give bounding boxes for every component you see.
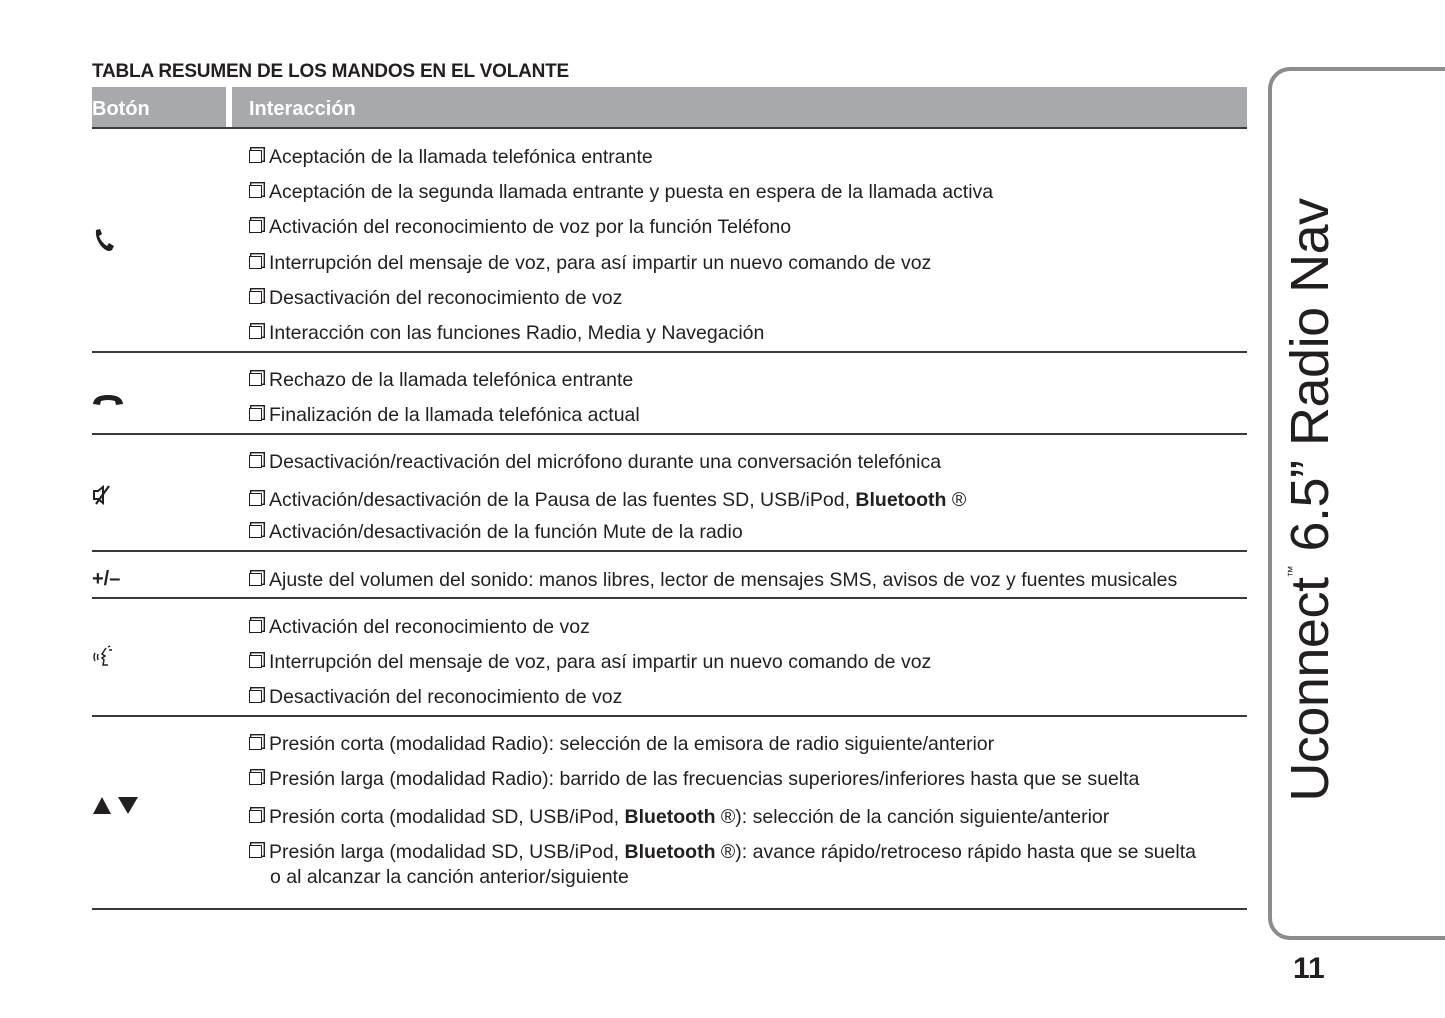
item-text: Presión larga (modalidad Radio): barrido de las frecuencias superiores/inferiores hasta que se suelta [269,768,1140,790]
list-item [249,146,653,168]
item-text: Rechazo de la llamada telefónica entrante [269,369,634,391]
column-header-label: Interacción [249,98,356,120]
list-item [249,616,590,638]
checkbox-bullet-icon [249,493,262,506]
item-text-continued: o al alcanzar la canción anterior/siguiente [270,866,629,888]
item-text: Activación del reconocimiento de voz [269,616,590,638]
list-item [249,404,640,426]
section-tab-title [1279,198,1341,801]
checkbox-bullet-icon [249,655,262,668]
column-header-label: Botón [92,98,150,120]
item-text: Presión corta (modalidad SD, USB/iPod, [269,806,625,828]
item-text-post: ®): selección de la canción siguiente/anterior [715,806,1110,828]
list-item [249,252,931,274]
list-item [249,181,993,203]
checkbox-bullet-icon [249,150,262,163]
tab-brand: Uconnect [1280,577,1340,802]
list-item [249,841,1196,888]
checkbox-bullet-icon [249,690,262,703]
checkbox-bullet-icon [249,772,262,785]
volume-button-label: +/– [92,568,121,590]
row-divider [92,433,1247,435]
list-item [249,322,764,344]
list-item [249,733,994,755]
up-down-arrows-icon [92,795,140,815]
item-text: Aceptación de la llamada telefónica entrante [269,146,653,168]
checkbox-bullet-icon [249,620,262,633]
item-text: Desactivación/reactivación del micrófono durante una conversación telefónica [269,451,942,473]
list-item [249,489,966,511]
item-text: Interrupción del mensaje de voz, para así impartir un nuevo comando de voz [269,651,932,673]
checkbox-bullet-icon [249,845,262,858]
item-text: Presión corta (modalidad Radio): selección de la emisora de radio siguiente/anterior [269,733,995,755]
checkbox-bullet-icon [249,810,262,823]
list-item [249,651,931,673]
item-text: Interacción con las funciones Radio, Media y Navegación [269,322,765,344]
checkbox-bullet-icon [249,573,262,586]
list-item [249,686,622,708]
checkbox-bullet-icon [249,291,262,304]
checkbox-bullet-icon [249,326,262,339]
voice-command-icon [92,645,114,669]
page-number: 11 [1293,952,1325,985]
item-text: Interrupción del mensaje de voz, para así impartir un nuevo comando de voz [269,252,932,274]
item-text: Presión larga (modalidad SD, USB/iPod, [269,841,625,863]
item-text: Aceptación de la segunda llamada entrante y puesta en espera de la llamada activa [269,181,994,203]
row-divider [92,550,1247,552]
row-divider [92,351,1247,353]
tab-title-rest: 6.5” Radio Nav [1280,198,1340,567]
row-divider [92,597,1247,599]
list-item [249,369,633,391]
column-header-button [92,87,226,128]
item-text: Desactivación del reconocimiento de voz [269,287,623,309]
checkbox-bullet-icon [249,408,262,421]
tab-tm: ™ [1285,566,1299,578]
list-item [249,768,1139,790]
item-text: Activación/desactivación de la Pausa de las fuentes SD, USB/iPod, [269,489,856,511]
item-text: Finalización de la llamada telefónica actual [269,404,640,426]
checkbox-bullet-icon [249,525,262,538]
divider [92,127,1247,129]
list-item [249,806,1109,828]
row-divider [92,908,1247,910]
row-divider [92,715,1247,717]
column-header-interaction [232,87,1247,128]
item-text: Activación del reconocimiento de voz por la función Teléfono [269,216,792,238]
checkbox-bullet-icon [249,185,262,198]
checkbox-bullet-icon [249,373,262,386]
item-text-post: ®): avance rápido/retroceso rápido hasta que se suelta [715,841,1196,863]
mute-icon [92,484,112,506]
list-item [249,521,743,543]
item-text-post: ® [946,489,967,511]
item-text: Desactivación del reconocimiento de voz [269,686,623,708]
phone-hangup-icon [92,393,124,407]
phone-accept-icon [92,228,116,254]
checkbox-bullet-icon [249,737,262,750]
checkbox-bullet-icon [249,455,262,468]
list-item [249,451,941,473]
checkbox-bullet-icon [249,256,262,269]
item-bold-text: Bluetooth [624,806,716,828]
list-item [249,569,1177,591]
list-item [249,216,791,238]
checkbox-bullet-icon [249,220,262,233]
list-item [249,287,622,309]
item-text: Ajuste del volumen del sonido: manos libres, lector de mensajes SMS, avisos de voz y fuentes musicales [269,569,1178,591]
item-bold-text: Bluetooth [855,489,947,511]
item-bold-text: Bluetooth [624,841,716,863]
item-text: Activación/desactivación de la función Mute de la radio [269,521,743,543]
table-title: TABLA RESUMEN DE LOS MANDOS EN EL VOLANTE [92,61,570,82]
